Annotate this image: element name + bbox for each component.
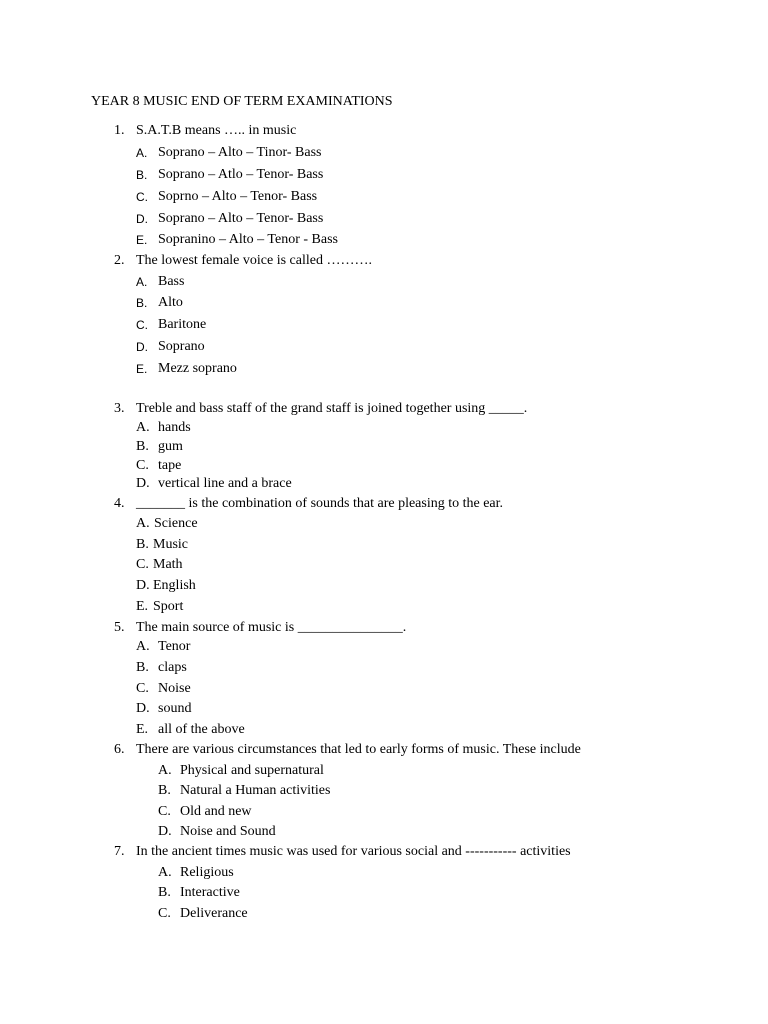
option-text: Sport [153, 599, 184, 614]
option-text: Physical and supernatural [180, 763, 324, 778]
option-text: Science [154, 516, 198, 531]
option-text: Interactive [180, 885, 240, 900]
option-text: Bass [158, 274, 185, 289]
option-text: Noise and Sound [180, 824, 276, 839]
option-letter: A. [158, 763, 172, 778]
option-letter: C. [158, 906, 171, 921]
option-text: Deliverance [180, 906, 248, 921]
option-text: vertical line and a brace [158, 476, 292, 491]
option-letter: C. [158, 804, 171, 819]
question-number: 2. [114, 253, 125, 268]
option-text: Soprano [158, 339, 205, 354]
option-letter: D. [158, 824, 172, 839]
option-letter: A. [158, 865, 172, 880]
option-text: Music [153, 537, 188, 552]
option-letter: A. [136, 516, 150, 531]
option-letter: C. [136, 458, 149, 473]
question-number: 4. [114, 496, 125, 511]
option-letter: C. [136, 318, 148, 332]
option-text: tape [158, 458, 182, 473]
option-text: Soprano – Alto – Tinor- Bass [158, 145, 322, 160]
option-text: Soprano – Alto – Tenor- Bass [158, 211, 324, 226]
option-letter: E. [136, 599, 149, 614]
option-letter: C. [136, 557, 149, 572]
option-letter: D. [136, 340, 148, 354]
exam-title: YEAR 8 MUSIC END OF TERM EXAMINATIONS [91, 94, 393, 109]
question-number: 1. [114, 123, 125, 138]
option-letter: C. [136, 681, 149, 696]
option-letter: B. [136, 296, 148, 310]
question-text: _______ is the combination of sounds that are pleasing to the ear. [136, 496, 504, 511]
option-text: Math [153, 557, 183, 572]
option-letter: E. [136, 722, 149, 737]
option-text: Tenor [158, 639, 191, 654]
option-letter: D. [136, 701, 150, 716]
option-text: Baritone [158, 317, 207, 332]
option-letter: B. [136, 168, 148, 182]
option-text: gum [158, 439, 183, 454]
option-letter: B. [158, 885, 171, 900]
option-text: claps [158, 660, 187, 675]
question-text: The main source of music is _______________. [136, 620, 407, 635]
option-text: all of the above [158, 722, 245, 737]
option-letter: E. [136, 233, 148, 247]
option-text: Noise [158, 681, 191, 696]
question-number: 7. [114, 844, 125, 859]
option-letter: A. [136, 146, 148, 160]
option-text: hands [158, 420, 191, 435]
option-letter: B. [136, 660, 149, 675]
option-letter: A. [136, 420, 150, 435]
question-number: 5. [114, 620, 125, 635]
option-text: Soprno – Alto – Tenor- Bass [158, 189, 318, 204]
question-text: Treble and bass staff of the grand staff is joined together using _____. [136, 401, 528, 416]
option-letter: D. [136, 578, 150, 593]
question-text: The lowest female voice is called ………. [136, 253, 372, 268]
option-text: English [153, 578, 196, 593]
option-text: Old and new [180, 804, 252, 819]
question-text: In the ancient times music was used for various social and ----------- activities [136, 844, 571, 859]
option-text: sound [158, 701, 192, 716]
option-letter: E. [136, 362, 148, 376]
option-text: Soprano – Atlo – Tenor- Bass [158, 167, 324, 182]
option-text: Mezz soprano [158, 361, 237, 376]
option-letter: B. [136, 537, 149, 552]
option-text: Religious [180, 865, 234, 880]
option-letter: A. [136, 275, 148, 289]
option-letter: B. [136, 439, 149, 454]
option-text: Natural a Human activities [180, 783, 331, 798]
option-letter: D. [136, 212, 148, 226]
question-number: 6. [114, 742, 125, 757]
option-letter: B. [158, 783, 171, 798]
question-number: 3. [114, 401, 125, 416]
option-letter: D. [136, 476, 150, 491]
option-text: Sopranino – Alto – Tenor - Bass [158, 232, 338, 247]
question-text: There are various circumstances that led to early forms of music. These include [136, 742, 581, 757]
option-letter: C. [136, 190, 148, 204]
question-text: S.A.T.B means ….. in music [136, 123, 297, 138]
option-letter: A. [136, 639, 150, 654]
option-text: Alto [158, 295, 183, 310]
